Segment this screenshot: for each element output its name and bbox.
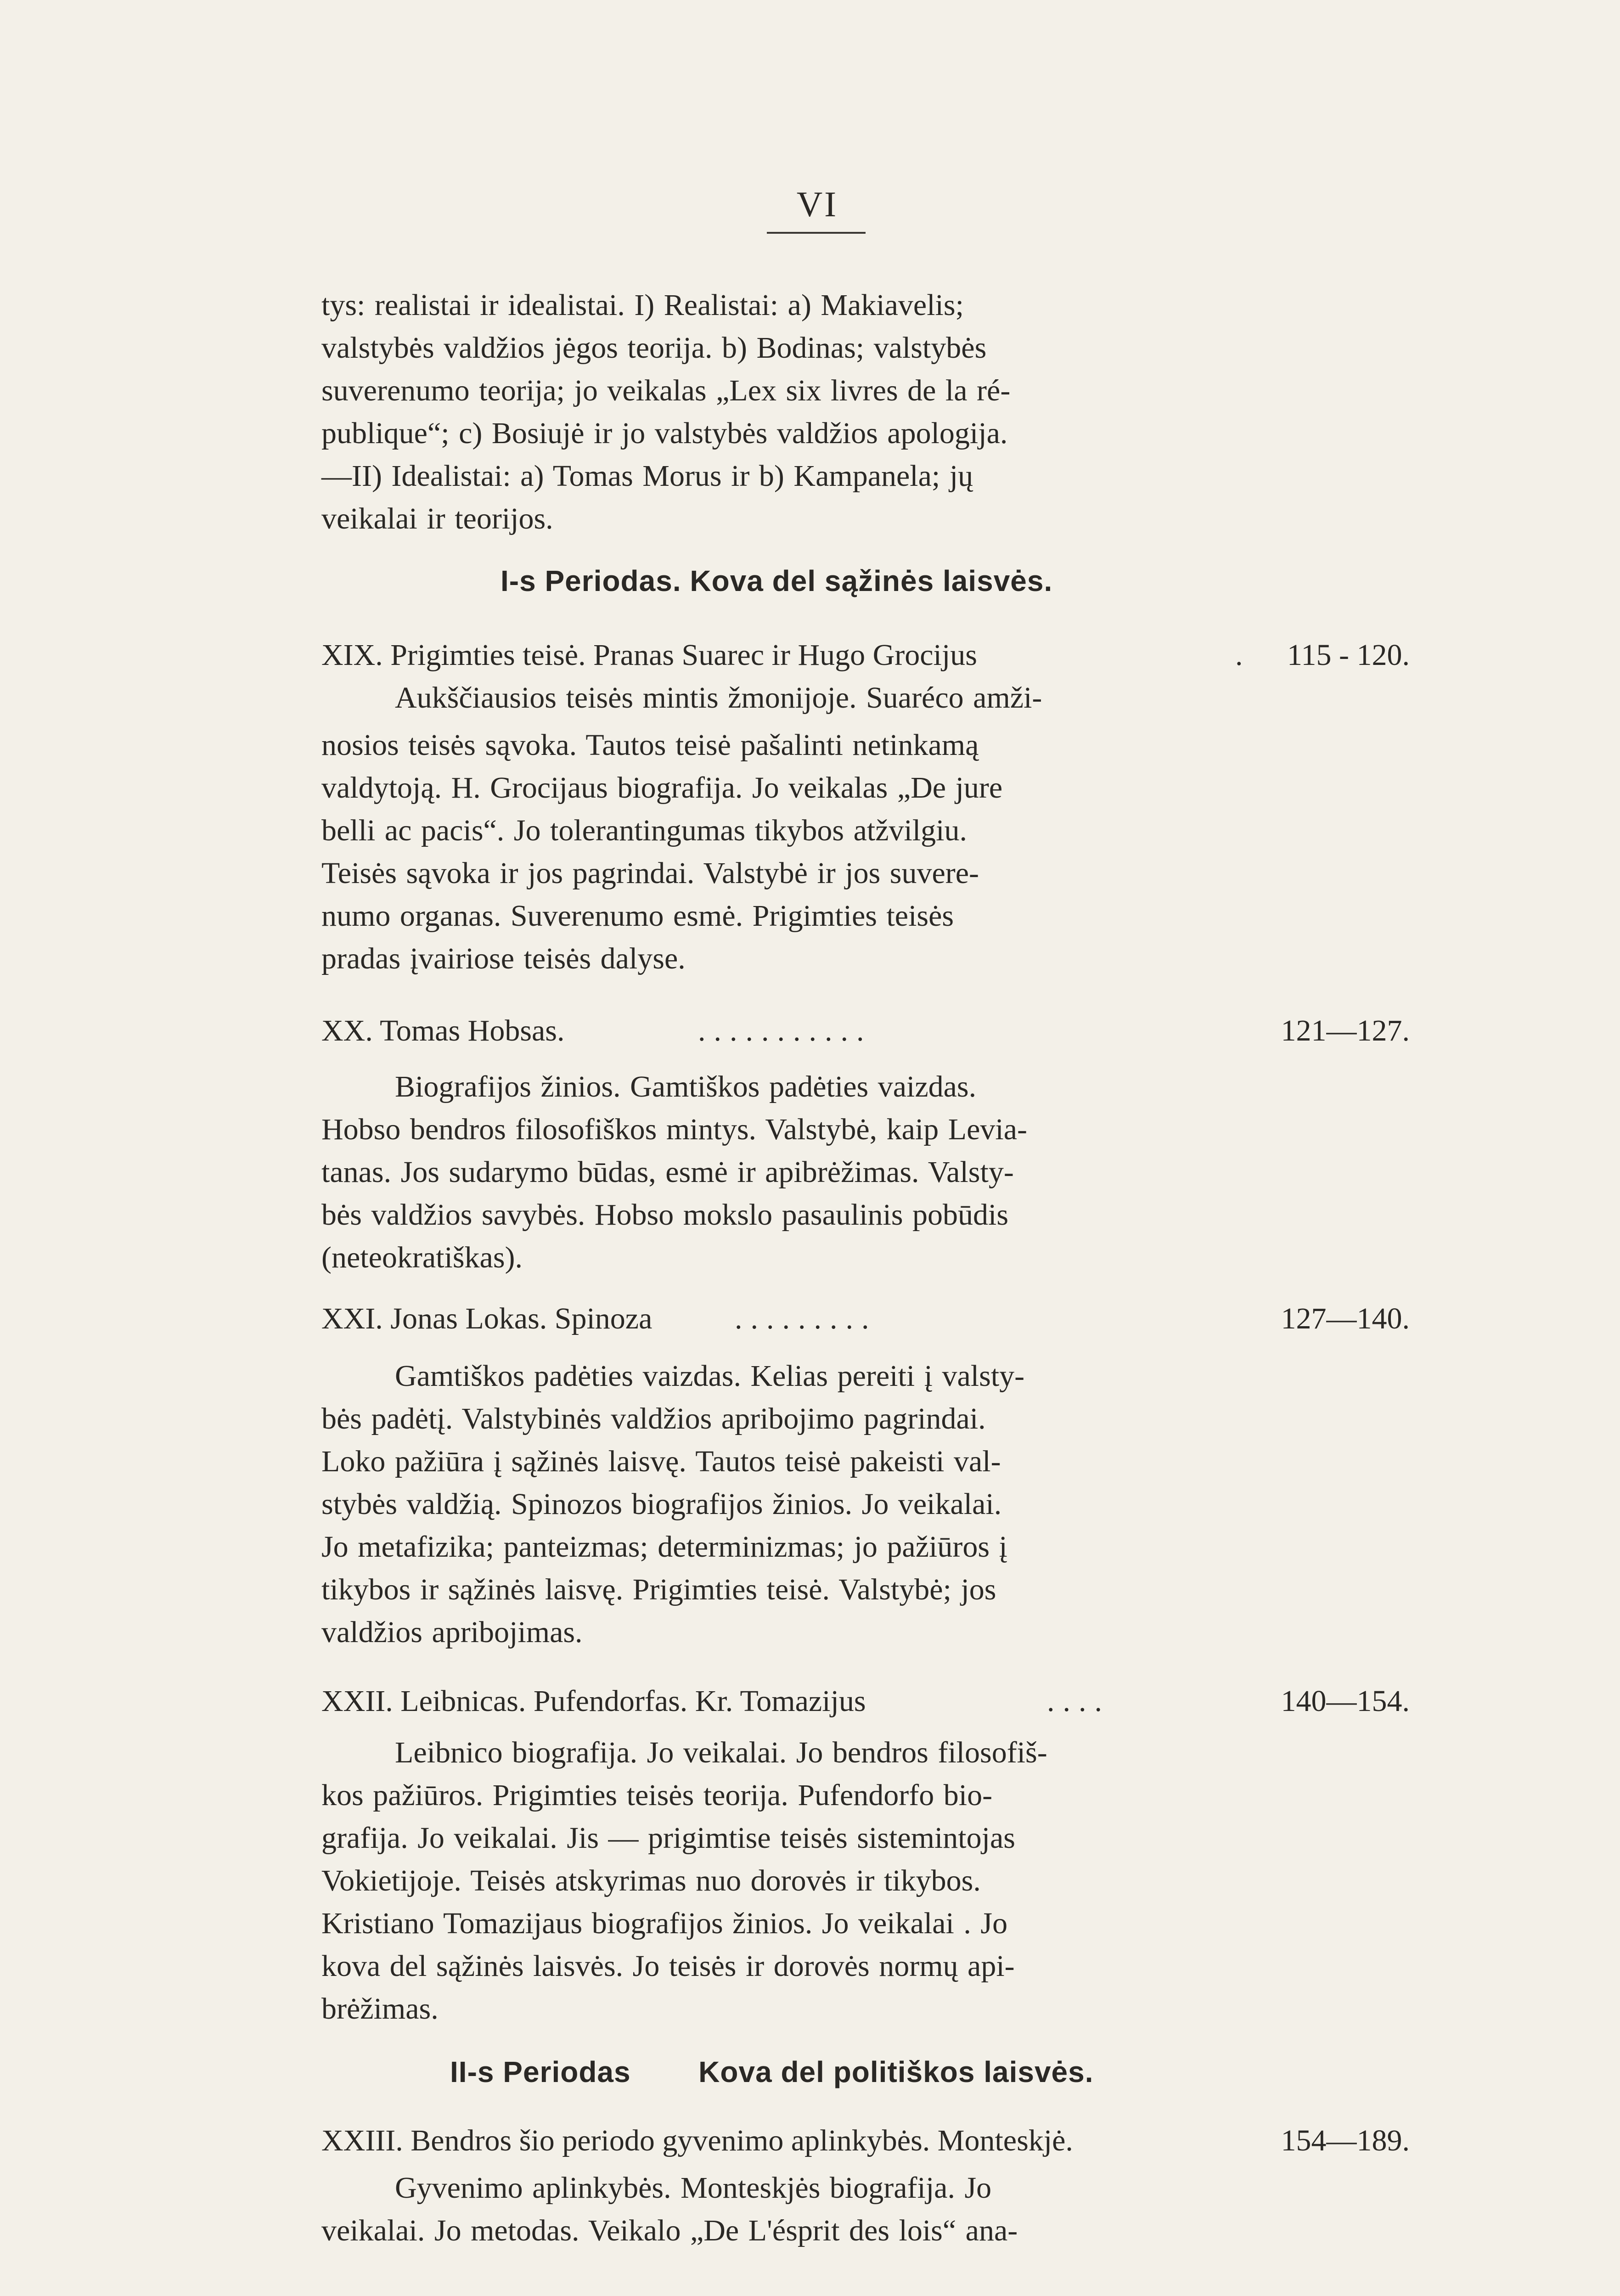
text-line: veikalai ir teorijos. [321,502,553,535]
period-1-heading: I-s Periodas. Kova del sąžinės laisvės. [501,564,1053,597]
text-line: grafija. Jo veikalai. Jis — prigimtise teisės sistemintojas [321,1821,1015,1855]
period-2-title: Kova del politiškos laisvės. [698,2055,1094,2088]
text-line: Gamtiškos padėties vaizdas. Kelias pereiti į valsty- [395,1359,1025,1393]
toc-entry-xxi [321,1297,1410,1340]
text-line: Aukščiausios teisės mintis žmonijoje. Suaréco amži- [395,681,1042,715]
toc-entry-xxii [321,1680,1410,1722]
toc-entry-xix [321,634,1410,676]
toc-entry-xxiii [321,2119,1410,2162]
toc-entry-title: XXIII. Bendros šio periodo gyvenimo aplinkybės. Monteskjė. [321,2124,1073,2157]
toc-page-range: 127—140. [1281,1302,1410,1335]
text-line: stybės valdžią. Spinozos biografijos žinios. Jo veikalai. [321,1487,1002,1521]
toc-leader-dots: ......... [735,1302,878,1335]
text-line: Hobso bendros filosofiškos mintys. Valstybė, kaip Levia- [321,1113,1027,1146]
toc-page-range: 115 - 120. [1287,638,1410,672]
page-number: VI [796,184,838,224]
toc-page-range: 154—189. [1281,2124,1410,2157]
text-line: bės valdžios savybės. Hobso mokslo pasaulinis pobūdis [321,1198,1009,1232]
text-line: valdžios apribojimas. [321,1615,583,1649]
toc-entry-title: XX. Tomas Hobsas. [321,1014,565,1047]
page-number-underline [767,232,866,234]
text-line: tys: realistai ir idealistai. I) Realistai: a) Makiavelis; [321,288,964,322]
period-2-label: II-s Periodas [450,2055,631,2088]
section-xx-summary [321,1065,1244,1279]
toc-leader-dots: ........... [698,1014,872,1047]
text-line: veikalai. Jo metodas. Veikalo „De L'ésprit des lois“ ana- [321,2214,1018,2247]
text-line: kos pažiūros. Prigimties teisės teorija. Pufendorfo bio- [321,1778,993,1812]
period-2-heading [450,2055,1094,2089]
toc-entry-title: XXII. Leibnicas. Pufendorfas. Kr. Tomazijus [321,1684,866,1718]
text-line: —II) Idealistai: a) Tomas Morus ir b) Kampanela; jų [321,459,973,493]
section-xxii-summary [321,1731,1244,2030]
text-line: belli ac pacis“. Jo tolerantingumas tikybos atžvilgiu. [321,814,968,847]
text-line: Vokietijoje. Teisės atskyrimas nuo dorovės ir tikybos. [321,1864,981,1897]
text-line: suverenumo teorija; jo veikalas „Lex six livres de la ré- [321,374,1011,407]
text-line: Biografijos žinios. Gamtiškos padėties vaizdas. [395,1070,977,1103]
text-line: brėžimas. [321,1992,439,2026]
text-line: tikybos ir sąžinės laisvę. Prigimties teisė. Valstybė; jos [321,1573,996,1606]
toc-entry-title: XIX. Prigimties teisė. Pranas Suarec ir Hugo Grocijus [321,638,977,672]
text-line: Jo metafizika; panteizmas; determinizmas; jo pažiūros į [321,1530,1007,1564]
text-line: kova del sąžinės laisvės. Jo teisės ir dorovės normų api- [321,1949,1015,1983]
text-line: valdytoją. H. Grocijaus biografija. Jo veikalas „De jure [321,771,1003,805]
toc-leader-dots: . [1235,638,1251,672]
intro-paragraph [321,284,1244,540]
text-line: Gyvenimo aplinkybės. Monteskjės biografija. Jo [395,2171,992,2205]
text-line: (neteokratiškas). [321,1241,523,1274]
toc-leader-dots: .... [1047,1684,1110,1718]
text-line: Leibnico biografija. Jo veikalai. Jo bendros filosofiš- [395,1736,1047,1769]
text-line: Loko pažiūra į sąžinės laisvę. Tautos teisė pakeisti val- [321,1445,1001,1478]
toc-entry-title: XXI. Jonas Lokas. Spinoza [321,1302,652,1335]
text-line: bės padėtį. Valstybinės valdžios apribojimo pagrindai. [321,1402,986,1435]
text-line: tanas. Jos sudarymo būdas, esmė ir apibrėžimas. Valsty- [321,1155,1014,1189]
section-xxi-summary [321,1355,1244,1654]
text-line: pradas įvairiose teisės dalyse. [321,942,686,975]
toc-page-range: 121—127. [1281,1014,1410,1047]
text-line: Kristiano Tomazijaus biografijos žinios. Jo veikalai . Jo [321,1907,1008,1940]
toc-entry-xx [321,1009,1410,1052]
text-line: publique“; c) Bosiujė ir jo valstybės valdžios apologija. [321,416,1008,450]
text-line: numo organas. Suverenumo esmė. Prigimties teisės [321,899,954,933]
text-line: nosios teisės sąvoka. Tautos teisė pašalinti netinkamą [321,728,979,762]
text-line: valstybės valdžios jėgos teorija. b) Bodinas; valstybės [321,331,987,365]
section-xix-summary [321,676,1244,980]
toc-page-range: 140—154. [1281,1684,1410,1718]
text-line: Teisės sąvoka ir jos pagrindai. Valstybė ir jos suvere- [321,856,979,890]
section-xxiii-summary [321,2167,1244,2252]
